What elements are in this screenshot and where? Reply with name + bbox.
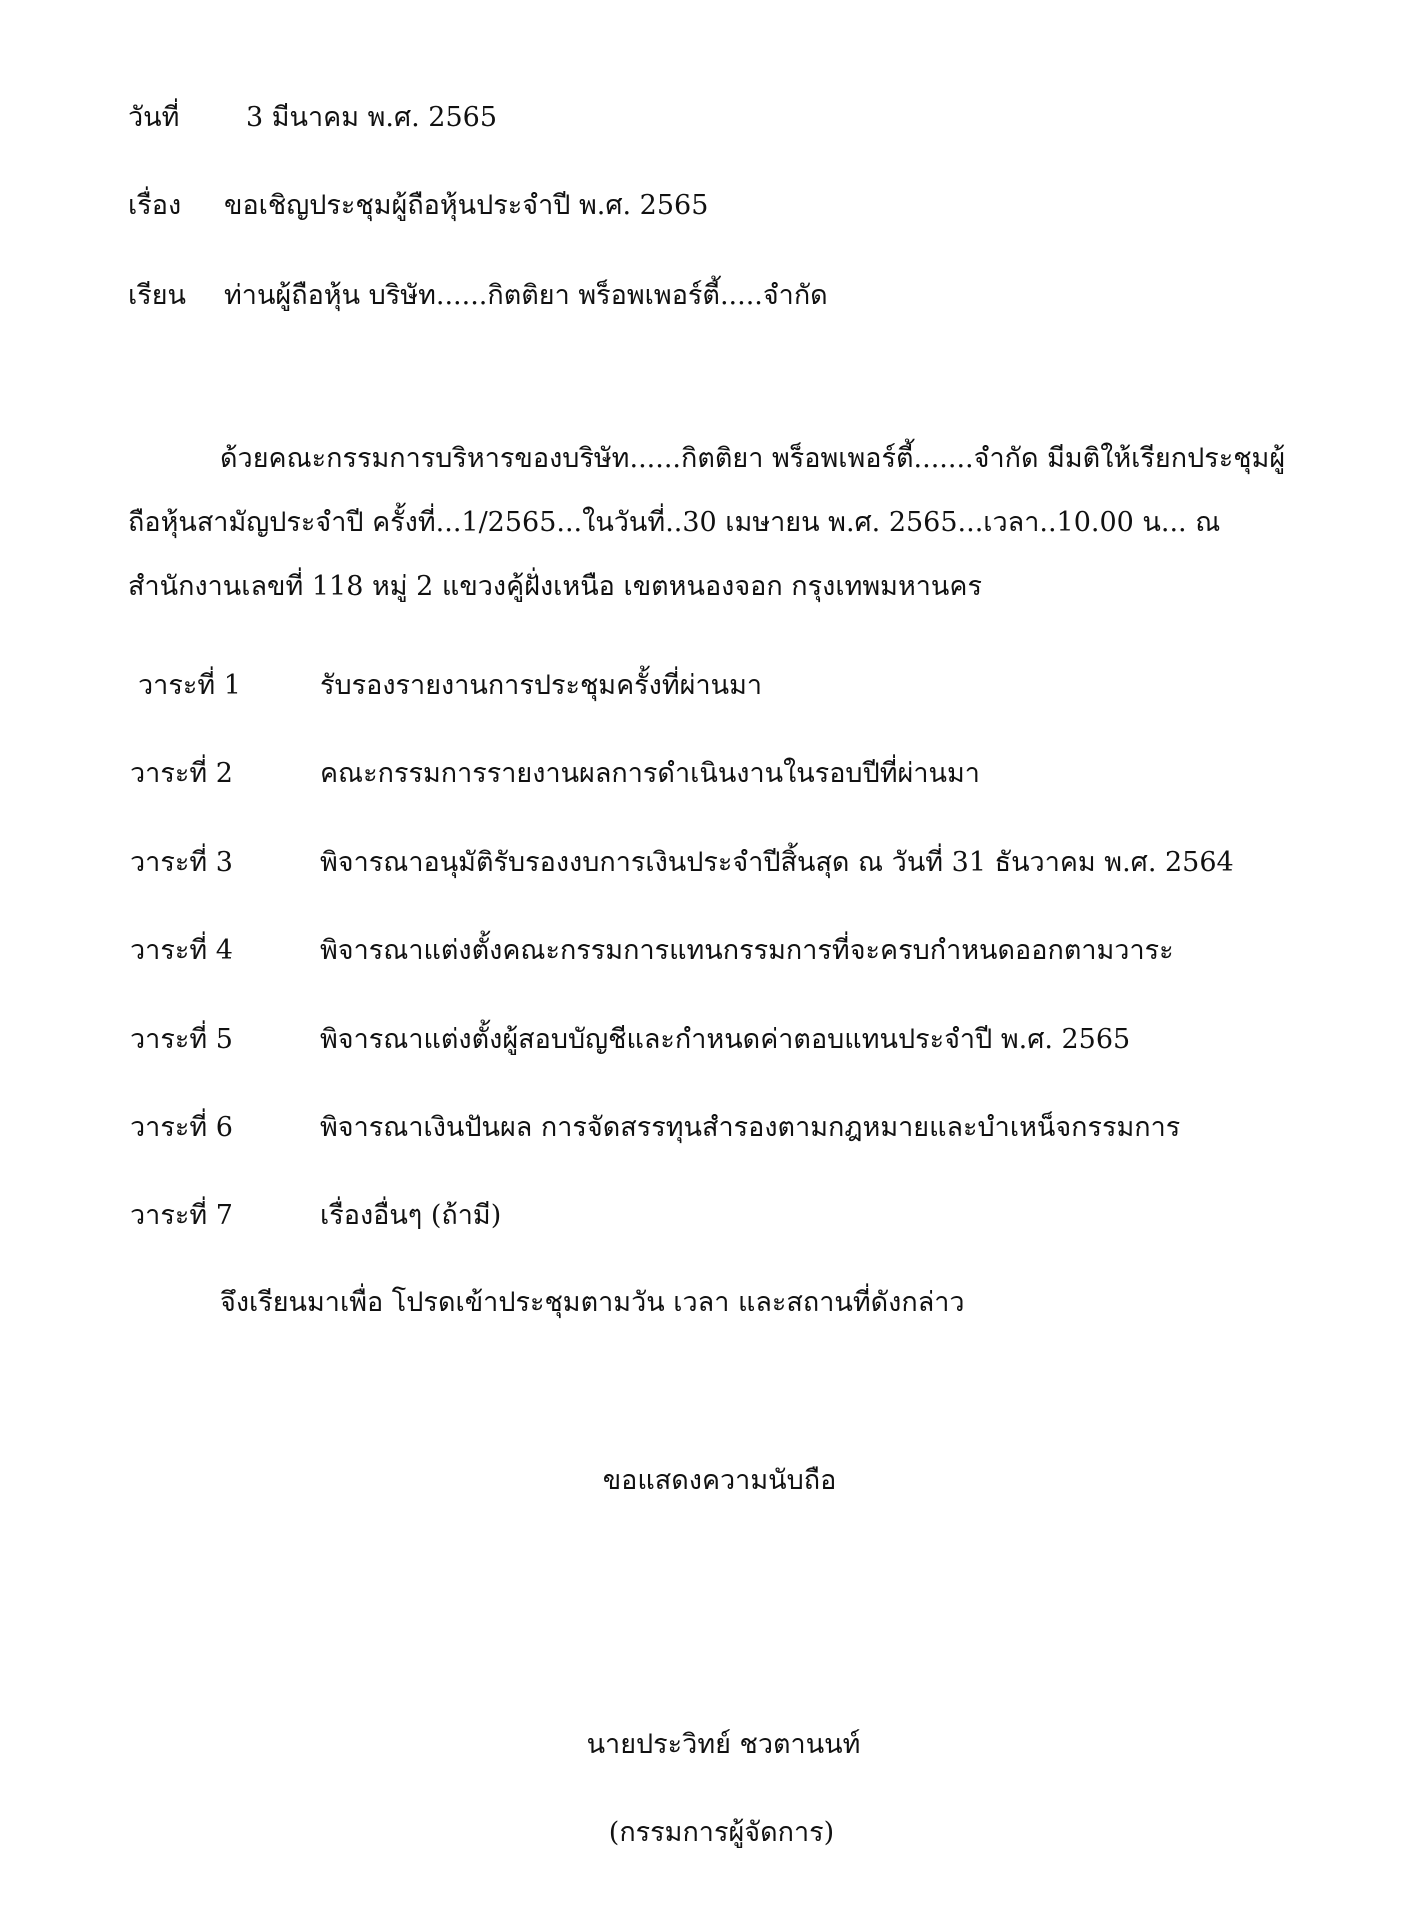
signer-title: (กรรมการผู้จัดการ)	[608, 1817, 835, 1848]
agenda-label: วาระที่ 5	[130, 1024, 233, 1055]
agenda-item-3	[0, 845, 1411, 881]
agenda-item-6	[0, 1110, 1411, 1146]
agenda-text: รับรองรายงานการประชุมครั้งที่ผ่านมา	[320, 670, 763, 701]
agenda-item-1	[0, 668, 1411, 704]
agenda-text: พิจารณาแต่งตั้งคณะกรรมการแทนกรรมการที่จะครบกำหนดออกตามวาระ	[320, 935, 1174, 966]
signer-name: นายประวิทย์ ชวตานนท์	[586, 1729, 861, 1760]
agenda-label: วาระที่ 3	[130, 847, 233, 878]
agenda-text: เรื่องอื่นๆ (ถ้ามี)	[320, 1200, 502, 1231]
addressee-label: เรียน	[128, 280, 187, 311]
agenda-item-7	[0, 1198, 1411, 1234]
regards-line: ขอแสดงความนับถือ	[602, 1465, 837, 1496]
paragraph-text: ด้วยคณะกรรมการบริหารของบริษัท......กิตติยา พร็อพเพอร์ตี้.......จำกัด มีมติให้เรียกประชุมผู้ถือหุ้นสามัญประจำปี ครั้งที่...1/2565...ในวันที่..30 เมษายน พ.ศ. 2565...เวลา..10.00 น... ณ สำนักงานเลขที่ 118 หมู่ 2 แขวงคู้ฝั่งเหนือ เขตหนองจอก กรุงเทพมหานคร	[128, 443, 1286, 602]
agenda-label: วาระที่ 2	[130, 758, 233, 789]
agenda-item-4	[0, 933, 1411, 969]
date-label: วันที่	[128, 102, 180, 133]
subject-label: เรื่อง	[128, 190, 182, 221]
subject-value: ขอเชิญประชุมผู้ถือหุ้นประจำปี พ.ศ. 2565	[224, 190, 709, 221]
agenda-label: วาระที่ 7	[130, 1200, 233, 1231]
agenda-label: วาระที่ 1	[138, 670, 241, 701]
agenda-label: วาระที่ 4	[130, 935, 233, 966]
addressee-value: ท่านผู้ถือหุ้น บริษัท......กิตติยา พร็อพเพอร์ตี้.....จำกัด	[224, 280, 828, 311]
body-paragraph	[128, 427, 1288, 619]
agenda-label: วาระที่ 6	[130, 1112, 233, 1143]
agenda-text: พิจารณาแต่งตั้งผู้สอบบัญชีและกำหนดค่าตอบแทนประจำปี พ.ศ. 2565	[320, 1024, 1131, 1055]
agenda-item-2	[0, 756, 1411, 792]
agenda-item-5	[0, 1022, 1411, 1058]
date-value: 3 มีนาคม พ.ศ. 2565	[246, 102, 498, 133]
agenda-text: คณะกรรมการรายงานผลการดำเนินงานในรอบปีที่ผ่านมา	[320, 758, 980, 789]
agenda-text: พิจารณาอนุมัติรับรองงบการเงินประจำปีสิ้นสุด ณ วันที่ 31 ธันวาคม พ.ศ. 2564	[320, 847, 1234, 878]
invitation-line: จึงเรียนมาเพื่อ โปรดเข้าประชุมตามวัน เวลา และสถานที่ดังกล่าว	[220, 1287, 965, 1318]
agenda-text: พิจารณาเงินปันผล การจัดสรรทุนสำรองตามกฎหมายและบำเหน็จกรรมการ	[320, 1112, 1181, 1143]
